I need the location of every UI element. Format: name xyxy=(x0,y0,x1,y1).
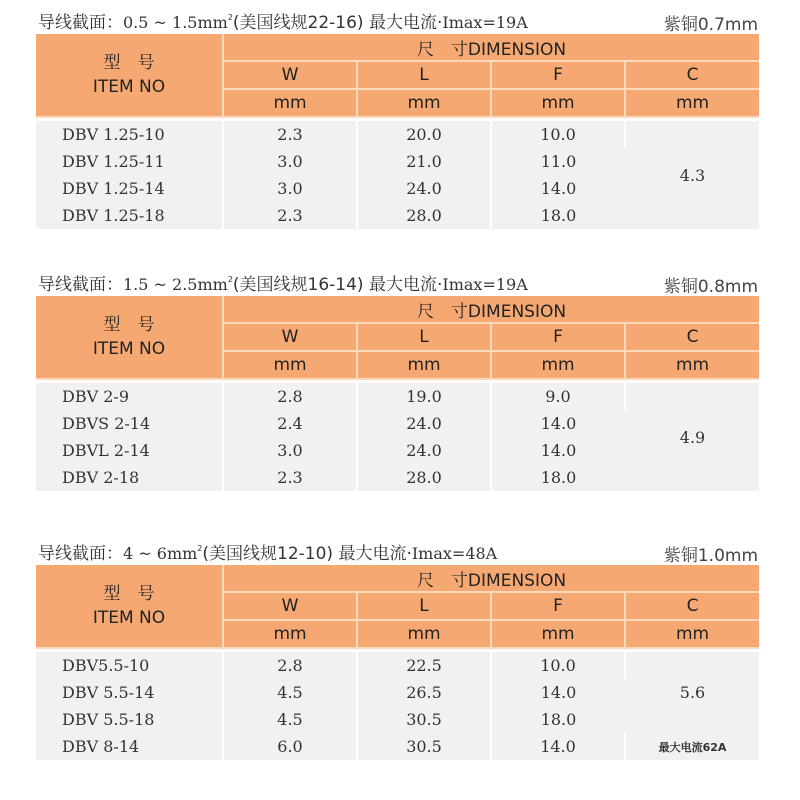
wire-range: 4 ~ 6mm xyxy=(123,544,198,563)
w-cell: 3.0 xyxy=(223,148,357,175)
col-f: F xyxy=(491,61,625,89)
dimension-table xyxy=(36,296,759,491)
f-cell: 14.0 xyxy=(491,679,625,706)
col-l: L xyxy=(357,61,491,89)
col-w: W xyxy=(223,592,357,620)
w-cell: 2.3 xyxy=(223,121,357,148)
col-c: C xyxy=(625,592,759,620)
max-current-note: 最大电流62A xyxy=(625,733,759,760)
superscript: 2 xyxy=(227,275,233,284)
material-spec: 紫铜0.8mm xyxy=(663,277,758,297)
item-cell: DBV 1.25-10 xyxy=(36,121,223,148)
unit-f: mm xyxy=(491,620,625,648)
unit-w: mm xyxy=(223,351,357,379)
w-cell: 3.0 xyxy=(223,437,357,464)
w-cell: 4.5 xyxy=(223,706,357,733)
item-no-header xyxy=(36,34,223,117)
item-cell: DBV 2-18 xyxy=(36,464,223,491)
c-cell: 4.9 xyxy=(625,383,759,491)
f-cell: 10.0 xyxy=(491,121,625,148)
spec-section-1 xyxy=(36,4,788,229)
l-cell: 24.0 xyxy=(357,410,491,437)
f-cell: 14.0 xyxy=(491,410,625,437)
col-c: C xyxy=(625,323,759,351)
c-cell: 4.3 xyxy=(625,121,759,229)
f-cell: 14.0 xyxy=(491,733,625,760)
col-l: L xyxy=(357,323,491,351)
item-cell: DBV5.5-10 xyxy=(36,652,223,679)
col-c: C xyxy=(625,61,759,89)
item-cn: 型 号 xyxy=(103,584,155,604)
w-cell: 2.8 xyxy=(223,652,357,679)
l-cell: 22.5 xyxy=(357,652,491,679)
f-cell: 18.0 xyxy=(491,202,625,229)
unit-c: mm xyxy=(625,620,759,648)
unit-f: mm xyxy=(491,89,625,117)
item-cell: DBV 1.25-11 xyxy=(36,148,223,175)
f-cell: 18.0 xyxy=(491,706,625,733)
item-cell: DBV 1.25-14 xyxy=(36,175,223,202)
max-current-label: 最大电流· xyxy=(338,544,412,564)
superscript: 2 xyxy=(197,544,203,553)
w-cell: 6.0 xyxy=(223,733,357,760)
section-title xyxy=(38,539,497,564)
dimension-table xyxy=(36,565,759,760)
w-cell: 2.8 xyxy=(223,383,357,410)
item-cn: 型 号 xyxy=(103,53,155,73)
l-cell: 30.5 xyxy=(357,706,491,733)
max-current-label: 最大电流· xyxy=(368,13,443,33)
col-f: F xyxy=(491,592,625,620)
unit-l: mm xyxy=(357,351,491,379)
l-cell: 28.0 xyxy=(357,202,491,229)
dimension-header: 尺 寸DIMENSION xyxy=(223,34,759,61)
wire-range: 0.5 ~ 1.5mm xyxy=(123,13,228,32)
item-no-header xyxy=(36,296,223,379)
c-cell: 5.6 xyxy=(625,652,759,733)
table-row xyxy=(36,383,759,410)
awg-range: (美国线规22-16) xyxy=(232,13,364,33)
material-spec: 紫铜0.7mm xyxy=(663,15,758,35)
table-row xyxy=(36,652,759,679)
unit-c: mm xyxy=(625,89,759,117)
f-cell: 18.0 xyxy=(491,464,625,491)
l-cell: 24.0 xyxy=(357,437,491,464)
item-en: ITEM NO xyxy=(92,339,166,359)
max-current-label: 最大电流· xyxy=(368,275,443,295)
col-w: W xyxy=(223,61,357,89)
w-cell: 2.3 xyxy=(223,202,357,229)
item-no-header xyxy=(36,565,223,648)
item-en: ITEM NO xyxy=(92,77,166,97)
dimension-table xyxy=(36,34,759,229)
spec-section-3 xyxy=(36,535,788,760)
section-title xyxy=(38,270,528,295)
superscript: 2 xyxy=(227,13,233,22)
item-cn: 型 号 xyxy=(103,315,155,335)
f-cell: 14.0 xyxy=(491,175,625,202)
imax-value: Imax=19A xyxy=(442,275,528,294)
unit-l: mm xyxy=(357,620,491,648)
wire-section-label: 导线截面： xyxy=(38,13,123,33)
imax-value: Imax=48A xyxy=(411,544,498,563)
item-cell: DBVS 2-14 xyxy=(36,410,223,437)
unit-w: mm xyxy=(223,89,357,117)
l-cell: 21.0 xyxy=(357,148,491,175)
awg-range: (美国线规12-10) xyxy=(202,544,334,564)
wire-section-label: 导线截面： xyxy=(38,544,123,564)
dimension-header: 尺 寸DIMENSION xyxy=(223,565,759,592)
unit-f: mm xyxy=(491,351,625,379)
col-l: L xyxy=(357,592,491,620)
spec-section-2 xyxy=(36,266,788,491)
dimension-header: 尺 寸DIMENSION xyxy=(223,296,759,323)
item-cell: DBV 1.25-18 xyxy=(36,202,223,229)
awg-range: (美国线规16-14) xyxy=(232,275,364,295)
item-cell: DBV 5.5-18 xyxy=(36,706,223,733)
w-cell: 4.5 xyxy=(223,679,357,706)
wire-range: 1.5 ~ 2.5mm xyxy=(123,275,228,294)
table-row xyxy=(36,121,759,148)
l-cell: 24.0 xyxy=(357,175,491,202)
l-cell: 20.0 xyxy=(357,121,491,148)
l-cell: 30.5 xyxy=(357,733,491,760)
col-f: F xyxy=(491,323,625,351)
f-cell: 14.0 xyxy=(491,437,625,464)
wire-section-label: 导线截面： xyxy=(38,275,123,295)
table-row xyxy=(36,733,759,760)
col-w: W xyxy=(223,323,357,351)
unit-c: mm xyxy=(625,351,759,379)
item-en: ITEM NO xyxy=(92,608,166,628)
l-cell: 26.5 xyxy=(357,679,491,706)
f-cell: 9.0 xyxy=(491,383,625,410)
w-cell: 3.0 xyxy=(223,175,357,202)
material-spec: 紫铜1.0mm xyxy=(663,546,758,566)
item-cell: DBV 2-9 xyxy=(36,383,223,410)
f-cell: 11.0 xyxy=(491,148,625,175)
unit-l: mm xyxy=(357,89,491,117)
w-cell: 2.4 xyxy=(223,410,357,437)
l-cell: 28.0 xyxy=(357,464,491,491)
section-title xyxy=(38,8,528,33)
unit-w: mm xyxy=(223,620,357,648)
l-cell: 19.0 xyxy=(357,383,491,410)
imax-value: Imax=19A xyxy=(442,13,528,32)
item-cell: DBV 8-14 xyxy=(36,733,223,760)
item-cell: DBV 5.5-14 xyxy=(36,679,223,706)
f-cell: 10.0 xyxy=(491,652,625,679)
w-cell: 2.3 xyxy=(223,464,357,491)
item-cell: DBVL 2-14 xyxy=(36,437,223,464)
